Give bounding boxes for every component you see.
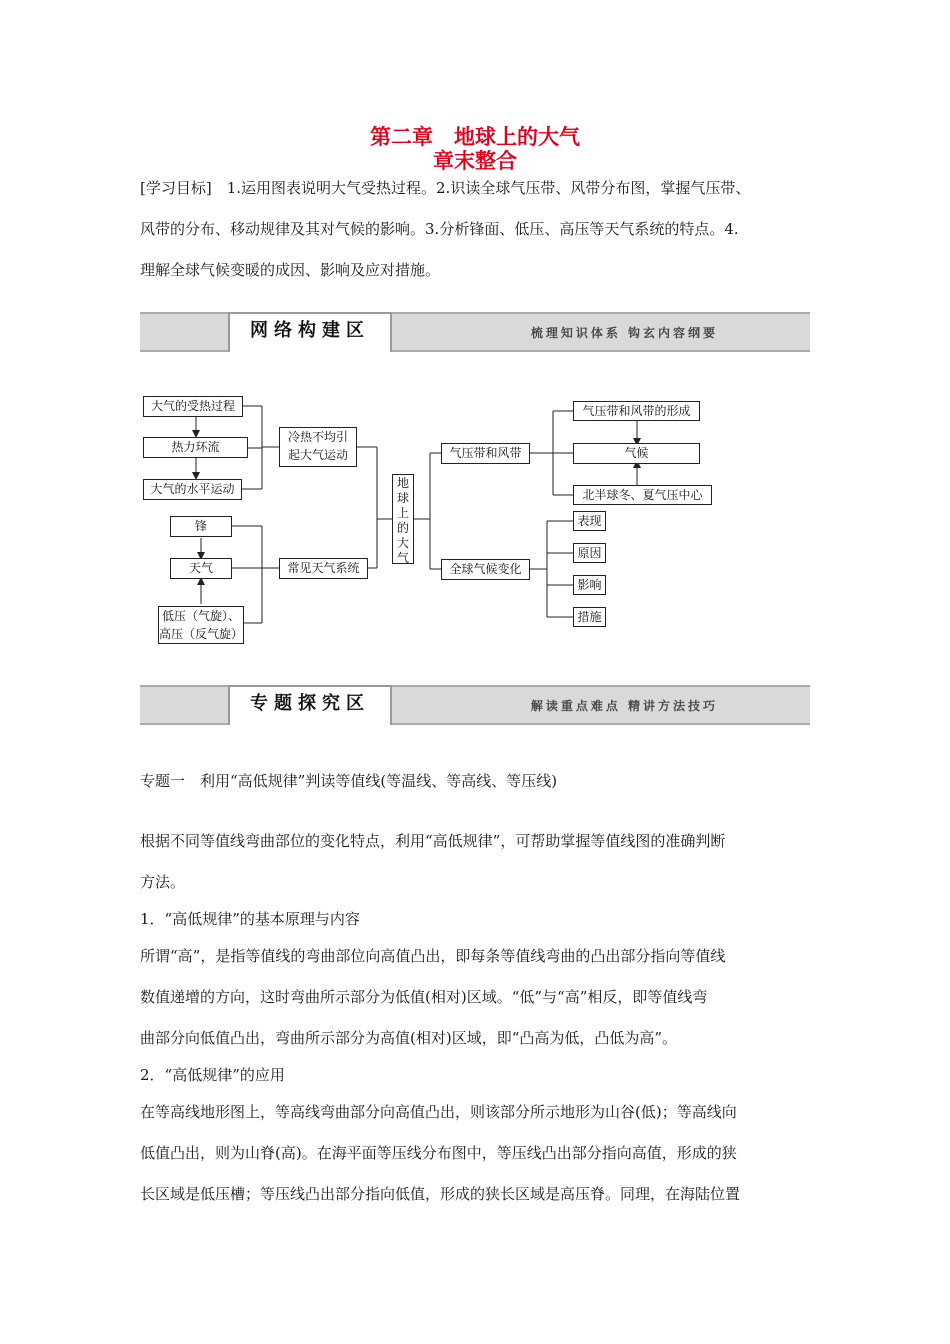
node-uneven-heating — [279, 427, 357, 467]
topic1-intro-line-1: 根据不同等值线弯曲部位的变化特点，利用“高低规律”，可帮助掌握等值线图的准确判断 — [140, 832, 726, 850]
topic1-intro-line-2: 方法。 — [140, 873, 186, 891]
node-measures: 措施 — [573, 607, 606, 627]
center-char-6: 气 — [396, 551, 409, 565]
topic-banner-subtitle: 解读重点难点 精讲方法技巧 — [530, 699, 718, 713]
node-common-weather-systems: 常见天气系统 — [279, 558, 368, 579]
node-heating-process: 大气的受热过程 — [143, 396, 243, 417]
center-char-5: 大 — [396, 536, 409, 550]
network-banner-title: 网络构建区 — [228, 312, 392, 352]
topic1-p2-line-2: 低值凸出，则为山脊(高)。在海平面等压线分布图中，等压线凸出部分指向高值，形成的狭 — [140, 1144, 737, 1162]
node-thermal-circulation: 热力环流 — [143, 437, 248, 458]
topic1-p2-line-3: 长区域是低压槽；等压线凸出部分指向低值，形成的狭长区域是高压脊。同理，在海陆位置 — [140, 1185, 741, 1203]
node-horizontal-motion: 大气的水平运动 — [143, 479, 242, 500]
topic1-p1-line-2: 数值递增的方向，这时弯曲所示部分为低值(相对)区域。“低”与“高”相反，即等值线弯 — [140, 988, 708, 1006]
center-char-2: 球 — [396, 491, 409, 505]
node-cyclone-line-2: 高压（反气旋） — [159, 627, 244, 641]
node-nh-pressure-centers: 北半球冬、夏气压中心 — [573, 485, 712, 505]
node-cyclone-line-1: 低压（气旋）、 — [161, 609, 240, 623]
objectives-line-3: 理解全球气候变暖的成因、影响及应对措施。 — [140, 261, 441, 279]
section-title: 章末整合 — [433, 149, 517, 173]
node-climate: 气候 — [573, 443, 700, 464]
center-char-1: 地 — [396, 476, 409, 490]
node-cause: 原因 — [573, 543, 606, 563]
topic1-p1-line-1: 所谓“高”，是指等值线的弯曲部位向高值凸出，即每条等值线弯曲的凸出部分指向等值线 — [140, 947, 726, 965]
topic-banner-title: 专题探究区 — [228, 685, 392, 725]
node-cyclone-anticyclone — [158, 606, 244, 644]
objectives-line-2: 风带的分布、移动规律及其对气候的影响。3.分析锋面、低压、高压等天气系统的特点。4. — [140, 220, 739, 238]
topic1-heading: 专题一 利用“高低规律”判读等值线(等温线、等高线、等压线) — [140, 772, 558, 790]
topic1-subheading-1: 1．“高低规律”的基本原理与内容 — [140, 910, 360, 928]
topic-banner — [140, 685, 810, 725]
node-pressure-wind-belts: 气压带和风带 — [441, 443, 530, 464]
node-belt-formation: 气压带和风带的形成 — [573, 401, 700, 421]
topic1-p2-line-1: 在等高线地形图上，等高线弯曲部分向高值凸出，则该部分所示地形为山谷(低)；等高线向 — [140, 1103, 737, 1121]
center-char-3: 上 — [396, 506, 409, 520]
node-center-atmosphere — [392, 474, 414, 564]
topic1-p1-line-3: 曲部分向低值凸出，弯曲所示部分为高值(相对)区域，即“凸高为低，凸低为高”。 — [140, 1029, 678, 1047]
node-front: 锋 — [170, 516, 232, 537]
chapter-title: 第二章 地球上的大气 — [370, 125, 580, 149]
network-banner-subtitle: 梳理知识体系 钩玄内容纲要 — [530, 326, 718, 340]
node-uneven-heating-line-1: 冷热不均引 — [287, 430, 348, 444]
node-uneven-heating-line-2: 起大气运动 — [287, 448, 348, 462]
node-manifestation: 表现 — [573, 511, 606, 531]
node-global-climate-change: 全球气候变化 — [441, 559, 530, 580]
node-impact: 影响 — [573, 575, 606, 595]
topic1-subheading-2: 2．“高低规律”的应用 — [140, 1066, 285, 1084]
objectives-line-1: [学习目标] 1.运用图表说明大气受热过程。2.识读全球气压带、风带分布图，掌握气压带、 — [140, 179, 751, 197]
node-weather: 天气 — [170, 558, 232, 579]
center-char-4: 的 — [396, 521, 409, 535]
